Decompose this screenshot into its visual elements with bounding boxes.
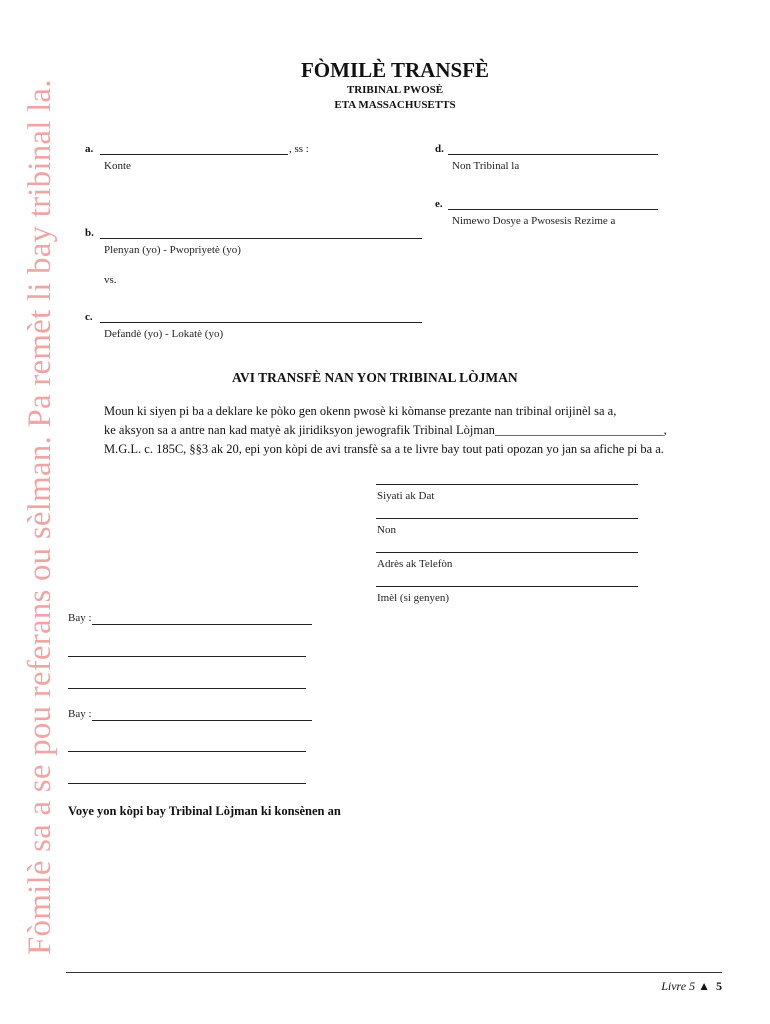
court-name-field[interactable] — [448, 154, 658, 155]
court-name: TRIBINAL PWOSÈ — [346, 84, 444, 96]
county-caption: Konte — [104, 160, 131, 172]
copy-to-court-note: Voye yon kòpi bay Tribinal Lòjman ki konsènen an — [68, 804, 341, 818]
field-c-label: c. — [85, 311, 93, 323]
delivered-to-address-2a[interactable] — [68, 751, 306, 752]
triangle-icon: ▲ — [698, 979, 710, 993]
email-caption: Imèl (si genyen) — [377, 592, 450, 604]
docket-number-field[interactable] — [448, 209, 658, 210]
name-caption: Non — [377, 524, 396, 536]
defendant-caption: Defandè (yo) - Lokatè (yo) — [104, 328, 224, 340]
name-field[interactable] — [376, 518, 638, 519]
page-footer — [661, 979, 722, 994]
form-title: FÒMILÈ TRANSFÈ — [300, 58, 490, 82]
field-e-label: e. — [435, 198, 443, 210]
delivered-to-label-1: Bay : — [68, 612, 92, 624]
plaintiff-caption: Plenyan (yo) - Pwopriyetè (yo) — [104, 244, 241, 256]
notice-line-1: Moun ki siyen pi ba a deklare ke pòko gen okenn pwosè ki kòmanse prezante nan tribinal orijinèl sa a, — [104, 404, 617, 418]
footer-rule — [66, 972, 722, 973]
field-a-suffix: , ss : — [289, 143, 309, 155]
delivered-to-address-1a[interactable] — [68, 656, 306, 657]
notice-body — [104, 402, 724, 459]
county-field[interactable] — [100, 154, 288, 155]
notice-title: AVI TRANSFÈ NAN YON TRIBINAL LÒJMAN — [232, 370, 518, 385]
reference-only-watermark: Fòmilè sa a se pou referans ou sèlman. Pa remèt li bay tribinal la. — [22, 79, 58, 955]
delivered-to-address-1b[interactable] — [68, 688, 306, 689]
defendant-field[interactable] — [100, 322, 422, 323]
court-name-caption: Non Tribinal la — [452, 160, 520, 172]
address-phone-caption: Adrès ak Telefòn — [377, 558, 453, 570]
delivered-to-field-2[interactable] — [92, 720, 312, 721]
notice-line-3: M.G.L. c. 185C, §§3 ak 20, epi yon kòpi de avi transfè sa a te livre bay tout pati opozan yo jan sa afiche pi ba a. — [104, 442, 664, 456]
state-name: ETA MASSACHUSETTS — [334, 99, 456, 111]
delivered-to-label-2: Bay : — [68, 708, 92, 720]
signature-date-caption: Siyati ak Dat — [377, 490, 435, 502]
field-a-label: a. — [85, 143, 94, 155]
signature-date-field[interactable] — [376, 484, 638, 485]
docket-number-caption: Nimewo Dosye a Pwosesis Rezime a — [452, 215, 616, 227]
page-number: 5 — [716, 979, 722, 993]
delivered-to-field-1[interactable] — [92, 624, 312, 625]
plaintiff-field[interactable] — [100, 238, 422, 239]
field-b-label: b. — [85, 227, 94, 239]
versus-text: vs. — [104, 274, 117, 286]
address-phone-field[interactable] — [376, 552, 638, 553]
delivered-to-address-2b[interactable] — [68, 783, 306, 784]
book-label: Livre 5 — [661, 979, 696, 993]
field-d-label: d. — [435, 143, 444, 155]
email-field[interactable] — [376, 586, 638, 587]
notice-line-2: ke aksyon sa a antre nan kad matyè ak jiridiksyon jewografik Tribinal Lòjman___________________________, — [104, 423, 667, 437]
